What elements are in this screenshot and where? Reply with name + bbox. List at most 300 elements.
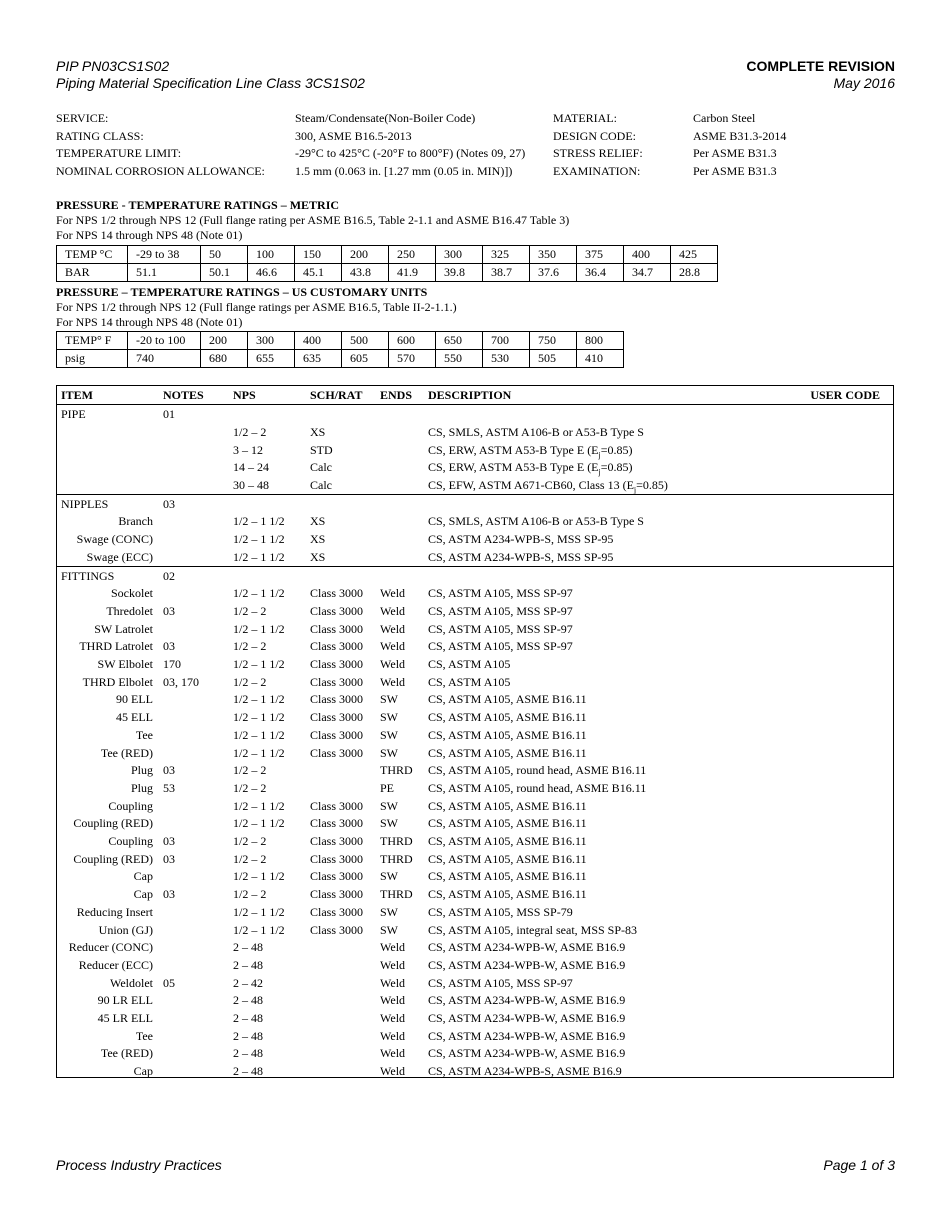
info-value: Carbon Steel — [693, 111, 756, 125]
pressure-cell: 36.4 — [577, 264, 624, 282]
temperature-cell: 50 — [201, 246, 248, 264]
row-ends: THRD — [380, 763, 413, 778]
row-item: Thredolet — [106, 603, 153, 618]
row-description: CS, ASTM A105, ASME B16.11 — [428, 798, 587, 813]
row-notes: 03 — [163, 603, 175, 618]
info-label: EXAMINATION: — [553, 163, 641, 178]
row-notes: 03 — [163, 763, 175, 778]
doc-id: PIP PN03CS1S02 — [56, 58, 170, 74]
row-description: CS, ASTM A105, MSS SP-97 — [428, 603, 573, 618]
row-ends: SW — [380, 692, 398, 707]
group-item: NIPPLES — [61, 496, 109, 511]
temperature-cell: 375 — [577, 246, 624, 264]
row-nps: 1/2 – 2 — [233, 603, 267, 618]
row-description: CS, SMLS, ASTM A106-B or A53-B Type S — [428, 514, 644, 529]
pressure-cell: 530 — [483, 350, 530, 368]
group-row — [57, 567, 893, 585]
row-nps: 1/2 – 2 — [233, 639, 267, 654]
temperature-cell: 325 — [483, 246, 530, 264]
table-row — [57, 708, 893, 726]
row-notes: 03 — [163, 851, 175, 866]
pressure-cell: 41.9 — [389, 264, 436, 282]
temperature-label: TEMP °C — [57, 246, 128, 264]
row-sch-rat: Class 3000 — [310, 674, 364, 689]
temperature-cell: 650 — [436, 332, 483, 350]
pressure-cell: 635 — [295, 350, 342, 368]
row-description: CS, ASTM A105, MSS SP-97 — [428, 586, 573, 601]
row-sch-rat: Class 3000 — [310, 851, 364, 866]
row-item: Tee — [135, 1028, 153, 1043]
row-item: Swage (CONC) — [76, 532, 153, 547]
table-row — [57, 744, 893, 762]
row-item: Coupling (RED) — [73, 816, 153, 831]
temperature-cell: 600 — [389, 332, 436, 350]
table-row — [57, 1027, 893, 1045]
row-nps: 2 – 48 — [233, 993, 263, 1008]
pressure-row — [57, 264, 718, 282]
row-sch-rat: XS — [310, 424, 326, 439]
row-sch-rat: Class 3000 — [310, 745, 364, 760]
temperature-cell: 750 — [530, 332, 577, 350]
table-row — [57, 441, 893, 459]
pressure-cell: 50.1 — [201, 264, 248, 282]
us-title: PRESSURE – TEMPERATURE RATINGS – US CUSTOMARY UNITS — [56, 285, 428, 299]
row-sch-rat: Class 3000 — [310, 621, 364, 636]
row-ends: SW — [380, 798, 398, 813]
metric-title: PRESSURE - TEMPERATURE RATINGS – METRIC — [56, 198, 340, 212]
group-notes: 02 — [163, 568, 175, 583]
info-label: DESIGN CODE: — [553, 128, 636, 143]
pressure-cell: 51.1 — [128, 264, 201, 282]
row-nps: 2 – 48 — [233, 1011, 263, 1025]
row-item: Tee — [135, 727, 153, 742]
table-row — [57, 938, 893, 956]
pressure-cell: 38.7 — [483, 264, 530, 282]
row-ends: Weld — [380, 674, 406, 689]
info-label: TEMPERATURE LIMIT: — [56, 146, 182, 161]
info-value: ASME B31.3-2014 — [693, 128, 787, 143]
group-row — [57, 495, 893, 513]
row-item: Plug — [130, 763, 153, 778]
temperature-row — [57, 246, 718, 264]
row-ends: Weld — [380, 975, 406, 990]
row-description: CS, ASTM A105, ASME B16.11 — [428, 692, 587, 707]
row-nps: 1/2 – 1 1/2 — [233, 798, 285, 813]
metric-note-2: For NPS 14 through NPS 48 (Note 01) — [56, 228, 243, 242]
row-notes: 05 — [163, 975, 175, 990]
row-description: CS, SMLS, ASTM A106-B or A53-B Type S — [428, 424, 644, 439]
row-nps: 1/2 – 1 1/2 — [233, 657, 285, 671]
row-sch-rat: Calc — [310, 478, 332, 492]
row-sch-rat: Class 3000 — [310, 869, 364, 884]
row-nps: 2 – 48 — [233, 1046, 263, 1061]
temperature-cell: -20 to 100 — [128, 332, 201, 350]
row-sch-rat: Class 3000 — [310, 657, 364, 671]
info-value: Steam/Condensate(Non-Boiler Code) — [295, 111, 476, 125]
row-sch-rat: Calc — [310, 460, 332, 475]
row-nps: 1/2 – 1 1/2 — [233, 586, 285, 601]
group-notes: 03 — [163, 496, 175, 511]
row-sch-rat: Class 3000 — [310, 904, 364, 919]
row-ends: Weld — [380, 1064, 406, 1079]
document-header-right — [746, 58, 895, 92]
row-ends: Weld — [380, 603, 406, 618]
row-nps: 2 – 48 — [233, 1064, 263, 1079]
row-nps: 1/2 – 1 1/2 — [233, 816, 285, 831]
row-item: Tee (RED) — [100, 1046, 153, 1061]
row-nps: 14 – 24 — [233, 460, 269, 475]
row-item: THRD Elbolet — [82, 674, 153, 689]
info-value: -29°C to 425°C (-20°F to 800°F) (Notes 09, 27) — [295, 146, 526, 161]
table-row — [57, 867, 893, 885]
table-row — [57, 797, 893, 815]
row-item: Coupling (RED) — [73, 851, 153, 866]
row-description: CS, ASTM A234-WPB-W, ASME B16.9 — [428, 1028, 626, 1043]
info-left-labels — [56, 110, 265, 180]
table-row — [57, 903, 893, 921]
row-ends: Weld — [380, 1046, 406, 1061]
pressure-cell: 37.6 — [530, 264, 577, 282]
row-description: CS, ASTM A234-WPB-W, ASME B16.9 — [428, 957, 626, 972]
table-row — [57, 974, 893, 992]
metric-note-1: For NPS 1/2 through NPS 12 (Full flange rating per ASME B16.5, Table 2-1.1 and ASME B16.47 Table 3) — [56, 213, 570, 227]
row-description: CS, ASTM A105, ASME B16.11 — [428, 834, 587, 848]
table-row — [57, 726, 893, 744]
row-description: CS, ASTM A105, MSS SP-97 — [428, 621, 573, 636]
pressure-cell: 39.8 — [436, 264, 483, 282]
pressure-cell: 45.1 — [295, 264, 342, 282]
row-ends: THRD — [380, 887, 413, 902]
row-nps: 1/2 – 1 1/2 — [233, 904, 285, 919]
row-nps: 1/2 – 1 1/2 — [233, 869, 285, 884]
row-nps: 30 – 48 — [233, 478, 269, 492]
row-nps: 1/2 – 1 1/2 — [233, 710, 285, 725]
row-description: CS, ASTM A105 — [428, 657, 511, 671]
col-sch-rat: SCH/RAT — [310, 388, 363, 402]
table-row — [57, 620, 893, 638]
row-item: SW Elbolet — [97, 657, 153, 671]
temperature-cell: 250 — [389, 246, 436, 264]
row-description: CS, ASTM A234-WPB-W, ASME B16.9 — [428, 1046, 626, 1061]
info-label: NOMINAL CORROSION ALLOWANCE: — [56, 163, 265, 178]
row-sch-rat: STD — [310, 442, 333, 457]
row-nps: 1/2 – 2 — [233, 763, 267, 778]
info-value: 300, ASME B16.5-2013 — [295, 128, 412, 143]
col-user-code: USER CODE — [810, 388, 880, 402]
table-row — [57, 921, 893, 939]
revision-label: COMPLETE REVISION — [746, 58, 895, 74]
table-row — [57, 512, 893, 530]
row-ends: SW — [380, 727, 398, 742]
row-sch-rat: Class 3000 — [310, 922, 364, 937]
table-row — [57, 530, 893, 548]
row-description: CS, ASTM A234-WPB-W, ASME B16.9 — [428, 993, 626, 1008]
row-item: 45 LR ELL — [97, 1011, 153, 1025]
table-row — [57, 956, 893, 974]
row-item: Plug — [130, 780, 153, 795]
pressure-cell: 570 — [389, 350, 436, 368]
temperature-cell: 100 — [248, 246, 295, 264]
row-description: CS, ASTM A105 — [428, 674, 511, 689]
table-row — [57, 1009, 893, 1027]
row-nps: 3 – 12 — [233, 442, 263, 457]
table-row — [57, 1044, 893, 1062]
pressure-cell: 46.6 — [248, 264, 295, 282]
row-item: THRD Latrolet — [79, 639, 153, 654]
row-description: CS, ASTM A105, integral seat, MSS SP-83 — [428, 922, 638, 937]
document-header-left — [56, 58, 365, 92]
row-ends: Weld — [380, 1011, 406, 1025]
temperature-cell: 300 — [436, 246, 483, 264]
temperature-cell: 500 — [342, 332, 389, 350]
row-nps: 2 – 48 — [233, 1028, 263, 1043]
row-description: CS, ASTM A105, round head, ASME B16.11 — [428, 780, 647, 795]
table-row — [57, 761, 893, 779]
row-nps: 1/2 – 2 — [233, 834, 267, 848]
row-nps: 1/2 – 1 1/2 — [233, 922, 285, 937]
temperature-cell: 800 — [577, 332, 624, 350]
row-nps: 1/2 – 1 1/2 — [233, 549, 285, 564]
row-nps: 1/2 – 2 — [233, 887, 267, 902]
table-row — [57, 637, 893, 655]
row-sch-rat: Class 3000 — [310, 639, 364, 654]
col-item: ITEM — [61, 388, 94, 402]
info-label: STRESS RELIEF: — [553, 146, 643, 161]
row-nps: 1/2 – 1 1/2 — [233, 745, 285, 760]
row-item: Swage (ECC) — [86, 549, 153, 564]
revision-date: May 2016 — [833, 75, 895, 91]
pressure-cell: 505 — [530, 350, 577, 368]
group-item: FITTINGS — [61, 568, 115, 583]
info-left-values — [295, 110, 525, 180]
row-ends: SW — [380, 710, 398, 725]
row-ends: Weld — [380, 940, 406, 955]
row-sch-rat: Class 3000 — [310, 692, 364, 707]
row-item: Union (GJ) — [98, 922, 153, 937]
row-sch-rat: XS — [310, 514, 326, 529]
row-ends: SW — [380, 904, 398, 919]
table-row — [57, 655, 893, 673]
info-label: RATING CLASS: — [56, 128, 144, 143]
doc-title: Piping Material Specification Line Class 3CS1S02 — [56, 75, 365, 91]
row-description: CS, EFW, ASTM A671-CB60, Class 13 $(E_j=0.85)$ — [428, 478, 668, 495]
row-description: CS, ASTM A105, ASME B16.11 — [428, 710, 587, 725]
pressure-cell: 655 — [248, 350, 295, 368]
table-row — [57, 1062, 893, 1080]
row-description: CS, ASTM A234-WPB-S, MSS SP-95 — [428, 532, 614, 547]
row-nps: 1/2 – 1 1/2 — [233, 514, 285, 529]
col-description: DESCRIPTION — [428, 388, 512, 402]
row-description: CS, ASTM A105, ASME B16.11 — [428, 887, 587, 902]
components-table-header — [57, 386, 893, 404]
row-item: Reducer (CONC) — [68, 940, 153, 955]
table-row — [57, 584, 893, 602]
table-row — [57, 602, 893, 620]
group-notes: 01 — [163, 407, 175, 422]
row-description: CS, ASTM A234-WPB-W, ASME B16.9 — [428, 1011, 626, 1025]
info-label: MATERIAL: — [553, 111, 617, 125]
row-description: CS, ASTM A105, MSS SP-79 — [428, 904, 573, 919]
row-notes: 03 — [163, 639, 175, 654]
us-note-2: For NPS 14 through NPS 48 (Note 01) — [56, 315, 243, 329]
row-item: Reducing Insert — [76, 904, 153, 919]
row-item: Tee (RED) — [100, 745, 153, 760]
us-ratings-section — [56, 285, 457, 330]
pressure-cell: 680 — [201, 350, 248, 368]
row-sch-rat: Class 3000 — [310, 798, 364, 813]
row-item: 45 ELL — [116, 710, 153, 725]
table-row — [57, 423, 893, 441]
temperature-cell: 150 — [295, 246, 342, 264]
row-sch-rat: Class 3000 — [310, 816, 364, 831]
table-row — [57, 476, 893, 494]
row-description: CS, ASTM A105, ASME B16.11 — [428, 727, 587, 742]
group-row — [57, 405, 893, 423]
row-ends: Weld — [380, 993, 406, 1008]
row-notes: 03, 170 — [163, 674, 199, 689]
row-ends: Weld — [380, 621, 406, 636]
row-ends: Weld — [380, 586, 406, 601]
pressure-cell: 43.8 — [342, 264, 389, 282]
row-ends: SW — [380, 869, 398, 884]
row-nps: 1/2 – 1 1/2 — [233, 692, 285, 707]
row-ends: SW — [380, 745, 398, 760]
temperature-row — [57, 332, 624, 350]
table-row — [57, 991, 893, 1009]
temperature-cell: 700 — [483, 332, 530, 350]
row-item: Coupling — [108, 798, 153, 813]
footer-left: Process Industry Practices — [56, 1157, 222, 1173]
temperature-cell: 400 — [624, 246, 671, 264]
row-notes: 53 — [163, 780, 175, 795]
row-description: CS, ASTM A105, MSS SP-97 — [428, 975, 573, 990]
metric-ratings-section — [56, 198, 569, 243]
row-item: Reducer (ECC) — [78, 957, 153, 972]
info-value: Per ASME B31.3 — [693, 163, 777, 178]
row-description: CS, ERW, ASTM A53-B Type E $(E_j=0.85)$ — [428, 460, 633, 477]
row-nps: 1/2 – 1 1/2 — [233, 532, 285, 547]
table-row — [57, 779, 893, 797]
row-description: CS, ASTM A105, ASME B16.11 — [428, 869, 587, 884]
pressure-cell: 605 — [342, 350, 389, 368]
row-ends: Weld — [380, 1028, 406, 1043]
row-description: CS, ASTM A105, MSS SP-97 — [428, 639, 573, 654]
pressure-cell: 410 — [577, 350, 624, 368]
pressure-cell: 34.7 — [624, 264, 671, 282]
row-ends: Weld — [380, 657, 406, 671]
row-sch-rat: Class 3000 — [310, 603, 364, 618]
row-item: Cap — [133, 869, 153, 884]
table-row — [57, 885, 893, 903]
pressure-cell: 28.8 — [671, 264, 718, 282]
row-notes: 170 — [163, 657, 181, 671]
temperature-cell: 200 — [342, 246, 389, 264]
row-item: Branch — [118, 514, 153, 529]
row-notes: 03 — [163, 887, 175, 902]
row-description: CS, ASTM A105, ASME B16.11 — [428, 745, 587, 760]
row-description: CS, ASTM A234-WPB-S, ASME B16.9 — [428, 1064, 622, 1079]
temperature-cell: 200 — [201, 332, 248, 350]
row-description: CS, ASTM A234-WPB-W, ASME B16.9 — [428, 940, 626, 955]
row-sch-rat: XS — [310, 532, 326, 547]
info-label: SERVICE: — [56, 111, 109, 125]
row-item: 90 LR ELL — [97, 993, 153, 1008]
row-nps: 1/2 – 1 1/2 — [233, 727, 285, 742]
pressure-label: psig — [57, 350, 128, 368]
col-notes: NOTES — [163, 388, 204, 402]
temperature-cell: 350 — [530, 246, 577, 264]
row-sch-rat: Class 3000 — [310, 727, 364, 742]
pressure-cell: 740 — [128, 350, 201, 368]
row-sch-rat: Class 3000 — [310, 834, 364, 848]
row-ends: PE — [380, 780, 395, 795]
row-description: CS, ASTM A105, ASME B16.11 — [428, 816, 587, 831]
row-sch-rat: XS — [310, 549, 326, 564]
temperature-cell: 400 — [295, 332, 342, 350]
info-right-labels — [553, 110, 643, 180]
pressure-cell: 550 — [436, 350, 483, 368]
row-nps: 1/2 – 2 — [233, 424, 267, 439]
info-value: 1.5 mm (0.063 in. [1.27 mm (0.05 in. MIN)]) — [295, 163, 513, 178]
row-nps: 1/2 – 1 1/2 — [233, 621, 285, 636]
row-nps: 1/2 – 2 — [233, 851, 267, 866]
row-nps: 1/2 – 2 — [233, 780, 267, 795]
table-row — [57, 832, 893, 850]
table-row — [57, 458, 893, 476]
us-ratings-table — [56, 331, 624, 368]
footer-page-number: Page 1 of 3 — [823, 1157, 895, 1173]
table-row — [57, 850, 893, 868]
row-item: Cap — [133, 887, 153, 902]
row-item: SW Latrolet — [94, 621, 153, 636]
row-nps: 2 – 48 — [233, 940, 263, 955]
row-description: CS, ASTM A105, round head, ASME B16.11 — [428, 763, 647, 778]
row-item: Weldolet — [109, 975, 153, 990]
row-sch-rat: Class 3000 — [310, 710, 364, 725]
row-description: CS, ASTM A234-WPB-S, MSS SP-95 — [428, 549, 614, 564]
row-ends: Weld — [380, 639, 406, 654]
group-item: PIPE — [61, 407, 86, 422]
temperature-cell: -29 to 38 — [128, 246, 201, 264]
metric-ratings-table — [56, 245, 718, 282]
temperature-cell: 300 — [248, 332, 295, 350]
table-row — [57, 814, 893, 832]
col-nps: NPS — [233, 388, 256, 402]
row-ends: Weld — [380, 957, 406, 972]
row-ends: THRD — [380, 851, 413, 866]
temperature-cell: 425 — [671, 246, 718, 264]
row-item: 90 ELL — [116, 692, 153, 707]
temperature-label: TEMP° F — [57, 332, 128, 350]
row-sch-rat: Class 3000 — [310, 586, 364, 601]
table-row — [57, 548, 893, 566]
pressure-row — [57, 350, 624, 368]
row-ends: THRD — [380, 834, 413, 848]
row-ends: SW — [380, 922, 398, 937]
info-value: Per ASME B31.3 — [693, 146, 777, 161]
row-nps: 2 – 42 — [233, 975, 263, 990]
table-row — [57, 690, 893, 708]
row-nps: 1/2 – 2 — [233, 674, 267, 689]
row-description: CS, ERW, ASTM A53-B Type E $(E_j=0.85)$ — [428, 442, 633, 459]
us-note-1: For NPS 1/2 through NPS 12 (Full flange ratings per ASME B16.5, Table II-2-1.1.) — [56, 300, 457, 314]
components-table — [56, 385, 894, 1078]
row-sch-rat: Class 3000 — [310, 887, 364, 902]
row-item: Cap — [133, 1064, 153, 1079]
col-ends: ENDS — [380, 388, 413, 402]
row-item: Coupling — [108, 834, 153, 848]
row-item: Sockolet — [111, 586, 153, 601]
